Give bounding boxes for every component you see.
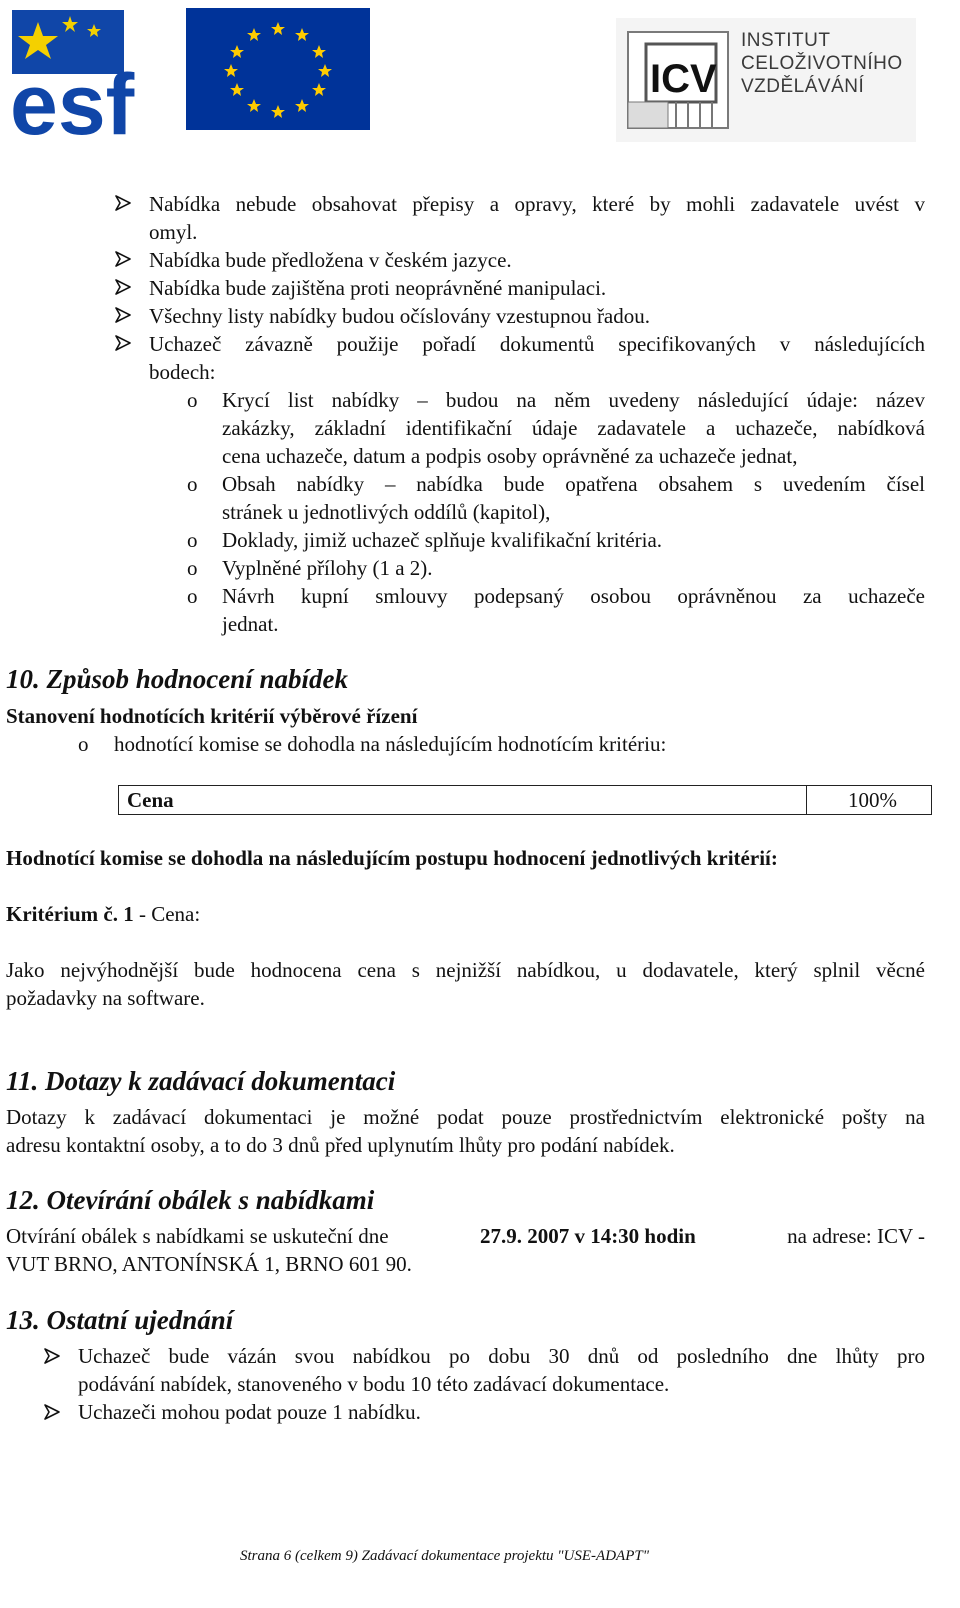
section-12-para-line1 xyxy=(6,1222,925,1250)
criteria-weight: 100% xyxy=(848,788,897,812)
section-13-heading: 13. Ostatní ujednání xyxy=(6,1305,234,1335)
sublist-item1-line2: zakázky, základní identifikační údaje zadavatele a uchazeče, nabídková xyxy=(222,416,925,440)
sublist-item1-line3: cena uchazeče, datum a podpis osoby oprávněné za uchazeče jednat, xyxy=(222,444,798,468)
esf-logo-text: esf xyxy=(10,57,135,140)
sublist-item2-line2: stránek u jednotlivých oddílů (kapitol), xyxy=(222,500,551,524)
criterion-para-line1: Jako nejvýhodnější bude hodnocena cena s nejnižší nabídkou, u dodavatele, který splnil věcné xyxy=(6,958,925,982)
sublist-marker: o xyxy=(187,528,198,552)
section-10-bullet: hodnotící komise se dohodla na následujícím hodnotícím kritériu: xyxy=(114,732,667,756)
list1-item3: Nabídka bude zajištěna proti neoprávněné manipulaci. xyxy=(149,276,607,300)
section-13-item1-line2: podávání nabídek, stanoveného v bodu 10 této zadávací dokumentace. xyxy=(78,1372,670,1396)
criterion-label: Kritérium č. 1 xyxy=(6,902,134,926)
sublist-item5-line1: Návrh kupní smlouvy podepsaný osobou oprávněnou za uchazeče xyxy=(222,584,925,608)
sublist-marker: o xyxy=(187,388,198,412)
list1-item2: Nabídka bude předložena v českém jazyce. xyxy=(149,248,512,272)
sublist-item3: Doklady, jimiž uchazeč splňuje kvalifikační kritéria. xyxy=(222,528,663,552)
esf-logo xyxy=(8,6,168,140)
criteria-table-label-cell xyxy=(119,786,807,814)
opening-datetime: 27.9. 2007 v 14:30 hodin xyxy=(479,1224,696,1248)
criterion-line xyxy=(6,900,200,928)
evaluation-procedure-text: Hodnotící komise se dohodla na následujícím postupu hodnocení jednotlivých kritérií: xyxy=(6,846,778,870)
list1-item1-line2: omyl. xyxy=(149,220,198,244)
section-12-heading: 12. Otevírání obálek s nabídkami xyxy=(6,1185,375,1215)
list1-item1-line1: Nabídka nebude obsahovat přepisy a opravy, které by mohli zadavatele uvést v xyxy=(149,192,925,216)
section-10-subheading: Stanovení hodnotících kritérií výběrové řízení xyxy=(6,704,418,728)
sublist-marker: o xyxy=(187,472,198,496)
opening-address: VUT BRNO, ANTONÍNSKÁ 1, BRNO 601 90. xyxy=(6,1252,412,1276)
section-12-text-b: na adrese: ICV - xyxy=(787,1224,925,1248)
arrow-bullet-icon xyxy=(42,1402,62,1422)
list1-item5-line1: Uchazeč závazně použije pořadí dokumentů specifikovaných v následujících xyxy=(149,332,925,356)
arrow-bullet-icon xyxy=(113,305,133,325)
list1-item4: Všechny listy nabídky budou očíslovány vzestupnou řadou. xyxy=(149,304,651,328)
icv-name-line3: VZDĚLÁVÁNÍ xyxy=(741,76,865,97)
sublist-marker: o xyxy=(187,584,198,608)
criteria-table xyxy=(118,785,932,815)
arrow-bullet-icon xyxy=(113,193,133,213)
section-10-heading: 10. Způsob hodnocení nabídek xyxy=(6,664,349,694)
sublist-item4: Vyplněné přílohy (1 a 2). xyxy=(222,556,433,580)
eu-flag xyxy=(186,8,370,130)
section-11-para-line2: adresu kontaktní osoby, a to do 3 dnů před uplynutím lhůty pro podání nabídek. xyxy=(6,1133,675,1157)
criteria-label: Cena xyxy=(127,788,174,812)
section-11-para-line1: Dotazy k zadávací dokumentaci je možné podat pouze prostřednictvím elektronické pošty na xyxy=(6,1105,925,1129)
icv-name-line2: CELOŽIVOTNÍHO xyxy=(741,53,903,74)
sublist-item2-line1: Obsah nabídky – nabídka bude opatřena obsahem s uvedením čísel xyxy=(222,472,925,496)
section-13-item1-line1: Uchazeč bude vázán svou nabídkou po dobu 30 dnů od posledního dne lhůty pro xyxy=(78,1344,925,1368)
page-footer: Strana 6 (celkem 9) Zadávací dokumentace projektu "USE-ADAPT" xyxy=(240,1548,650,1564)
arrow-bullet-icon xyxy=(113,333,133,353)
arrow-bullet-icon xyxy=(42,1346,62,1366)
icv-logo-mark: ICV xyxy=(650,57,717,101)
icv-name-line1: INSTITUT xyxy=(741,30,831,51)
criterion-name: - Cena: xyxy=(133,902,201,926)
section-12-text-a: Otvírání obálek s nabídkami se uskuteční dne xyxy=(6,1224,389,1248)
arrow-bullet-icon xyxy=(113,249,133,269)
sublist-marker: o xyxy=(187,556,198,580)
list1-item5-line2: bodech: xyxy=(149,360,216,384)
arrow-bullet-icon xyxy=(113,277,133,297)
sublist-marker: o xyxy=(78,732,89,756)
criterion-para-line2: požadavky na software. xyxy=(6,986,205,1010)
sublist-item5-line2: jednat. xyxy=(222,612,279,636)
sublist-item1-line1: Krycí list nabídky – budou na něm uvedeny následující údaje: název xyxy=(222,388,925,412)
section-11-heading: 11. Dotazy k zadávací dokumentaci xyxy=(6,1066,396,1096)
section-13-item2: Uchazeči mohou podat pouze 1 nabídku. xyxy=(78,1400,421,1424)
